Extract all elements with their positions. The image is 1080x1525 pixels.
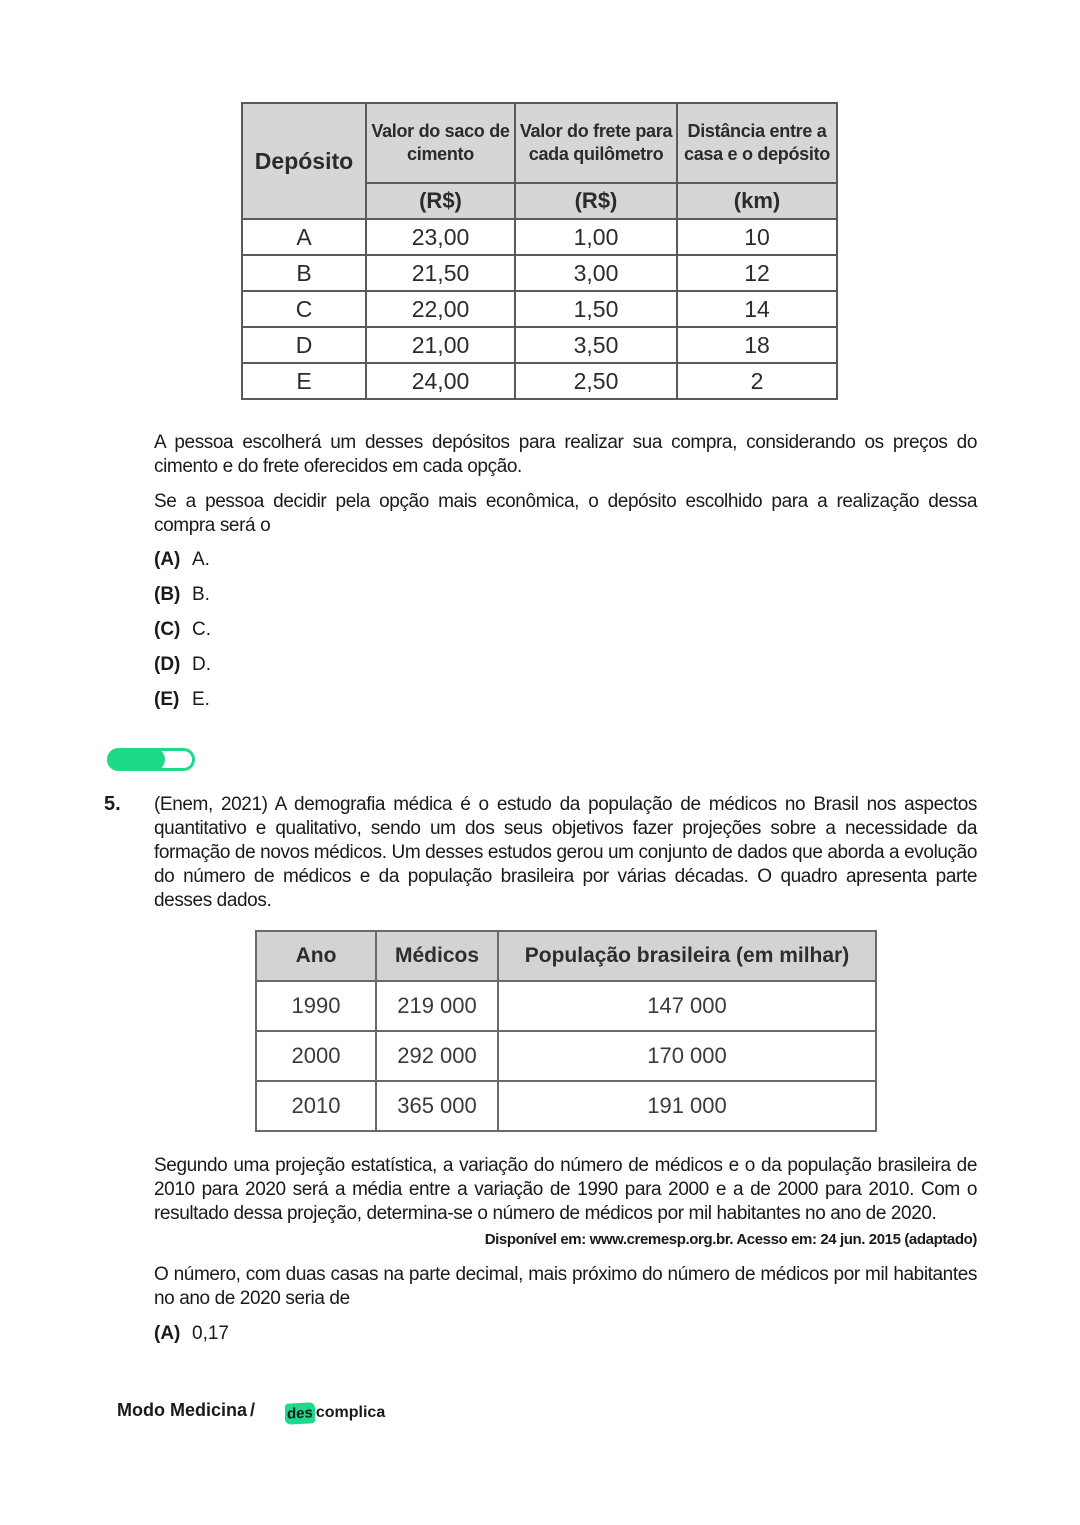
cell-cimento: 21,00 bbox=[366, 327, 515, 363]
doctors-table bbox=[255, 930, 877, 1132]
logo-highlight: des bbox=[285, 1402, 315, 1425]
cell-populacao: 170 000 bbox=[498, 1031, 876, 1081]
header-deposito: Depósito bbox=[242, 103, 366, 219]
option-text: B. bbox=[192, 584, 210, 605]
option-text: C. bbox=[192, 619, 211, 640]
option-letter: (A) bbox=[154, 1323, 181, 1344]
cell-distancia: 2 bbox=[677, 363, 837, 399]
cell-cimento: 22,00 bbox=[366, 291, 515, 327]
source-citation: Disponível em: www.cremesp.org.br. Acesso em: 24 jun. 2015 (adaptado) bbox=[484, 1231, 977, 1248]
cell-deposito: C bbox=[242, 291, 366, 327]
footer-separator: / bbox=[250, 1400, 256, 1420]
table-row bbox=[242, 363, 837, 399]
cell-cimento: 21,50 bbox=[366, 255, 515, 291]
cell-frete: 1,00 bbox=[515, 219, 677, 255]
cell-frete: 3,00 bbox=[515, 255, 677, 291]
table-row bbox=[242, 327, 837, 363]
descomplica-logo bbox=[285, 1400, 385, 1426]
option-a[interactable] bbox=[154, 1322, 229, 1346]
q4-paragraph-1: A pessoa escolherá um desses depósitos para realizar sua compra, considerando os preços do cimento e do frete oferecidos em cada opção. bbox=[154, 432, 977, 477]
option-e[interactable] bbox=[154, 688, 210, 712]
option-letter: (C) bbox=[154, 619, 181, 640]
cell-cimento: 23,00 bbox=[366, 219, 515, 255]
cell-distancia: 18 bbox=[677, 327, 837, 363]
option-text: A. bbox=[192, 549, 210, 570]
option-b[interactable] bbox=[154, 583, 210, 607]
cell-distancia: 12 bbox=[677, 255, 837, 291]
cell-deposito: A bbox=[242, 219, 366, 255]
deposit-table bbox=[241, 102, 838, 400]
table-row bbox=[242, 255, 837, 291]
q4-paragraph-2: Se a pessoa decidir pela opção mais econômica, o depósito escolhido para a realização dessa compra será o bbox=[154, 491, 977, 536]
header-frete: Valor do frete para cada quilômetro bbox=[515, 103, 677, 183]
cell-medicos: 219 000 bbox=[376, 981, 498, 1031]
option-text: 0,17 bbox=[192, 1323, 229, 1344]
cell-medicos: 365 000 bbox=[376, 1081, 498, 1131]
q5-paragraph-3: O número, com duas casas na parte decimal, mais próximo do número de médicos por mil habitantes no ano de 2020 seria de bbox=[154, 1264, 977, 1309]
cell-cimento: 24,00 bbox=[366, 363, 515, 399]
header-distancia: Distância entre a casa e o depósito bbox=[677, 103, 837, 183]
cell-populacao: 191 000 bbox=[498, 1081, 876, 1131]
option-letter: (A) bbox=[154, 549, 181, 570]
cell-medicos: 292 000 bbox=[376, 1031, 498, 1081]
cell-frete: 1,50 bbox=[515, 291, 677, 327]
header-populacao: População brasileira (em milhar) bbox=[498, 931, 876, 981]
unit-cimento: (R$) bbox=[366, 183, 515, 219]
logo-text: complica bbox=[315, 1404, 386, 1421]
header-cimento: Valor do saco de cimento bbox=[366, 103, 515, 183]
unit-frete: (R$) bbox=[515, 183, 677, 219]
table-row bbox=[256, 981, 876, 1031]
q5-paragraph-2: Segundo uma projeção estatística, a variação do número de médicos e o da população brasileira de 2010 para 2020 será a média entre a variação de 1990 para 2000 e a de 2000 para 2010. Com o resultado dessa projeção, determina-se o número de médicos por mil habitantes no ano de 2020. bbox=[154, 1155, 977, 1224]
footer-title: Modo Medicina bbox=[117, 1400, 247, 1420]
option-letter: (B) bbox=[154, 584, 181, 605]
header-medicos: Médicos bbox=[376, 931, 498, 981]
progress-toggle[interactable] bbox=[107, 748, 195, 771]
cell-ano: 2000 bbox=[256, 1031, 376, 1081]
cell-ano: 1990 bbox=[256, 981, 376, 1031]
table-row bbox=[256, 1081, 876, 1131]
cell-frete: 3,50 bbox=[515, 327, 677, 363]
question-number: 5. bbox=[104, 793, 121, 815]
option-letter: (E) bbox=[154, 689, 180, 710]
table-row bbox=[256, 1031, 876, 1081]
option-text: E. bbox=[192, 689, 210, 710]
cell-frete: 2,50 bbox=[515, 363, 677, 399]
cell-distancia: 10 bbox=[677, 219, 837, 255]
option-d[interactable] bbox=[154, 653, 211, 677]
option-letter: (D) bbox=[154, 654, 181, 675]
cell-deposito: E bbox=[242, 363, 366, 399]
option-a[interactable] bbox=[154, 548, 210, 572]
q5-intro: (Enem, 2021) A demografia médica é o estudo da população de médicos no Brasil nos aspectos quantitativo e qualitativo, sendo um dos seus objetivos fazer projeções sobre a necessidade da formação de novos médicos. Um desses estudos gerou um conjunto de dados que aborda a evolução do número de médicos e da população brasileira por várias décadas. O quadro apresenta parte desses dados. bbox=[154, 794, 977, 911]
cell-deposito: D bbox=[242, 327, 366, 363]
header-ano: Ano bbox=[256, 931, 376, 981]
option-c[interactable] bbox=[154, 618, 211, 642]
option-text: D. bbox=[192, 654, 211, 675]
cell-deposito: B bbox=[242, 255, 366, 291]
cell-populacao: 147 000 bbox=[498, 981, 876, 1031]
cell-distancia: 14 bbox=[677, 291, 837, 327]
table-row bbox=[242, 291, 837, 327]
unit-distancia: (km) bbox=[677, 183, 837, 219]
toggle-fill bbox=[107, 748, 165, 771]
cell-ano: 2010 bbox=[256, 1081, 376, 1131]
table-row bbox=[242, 219, 837, 255]
